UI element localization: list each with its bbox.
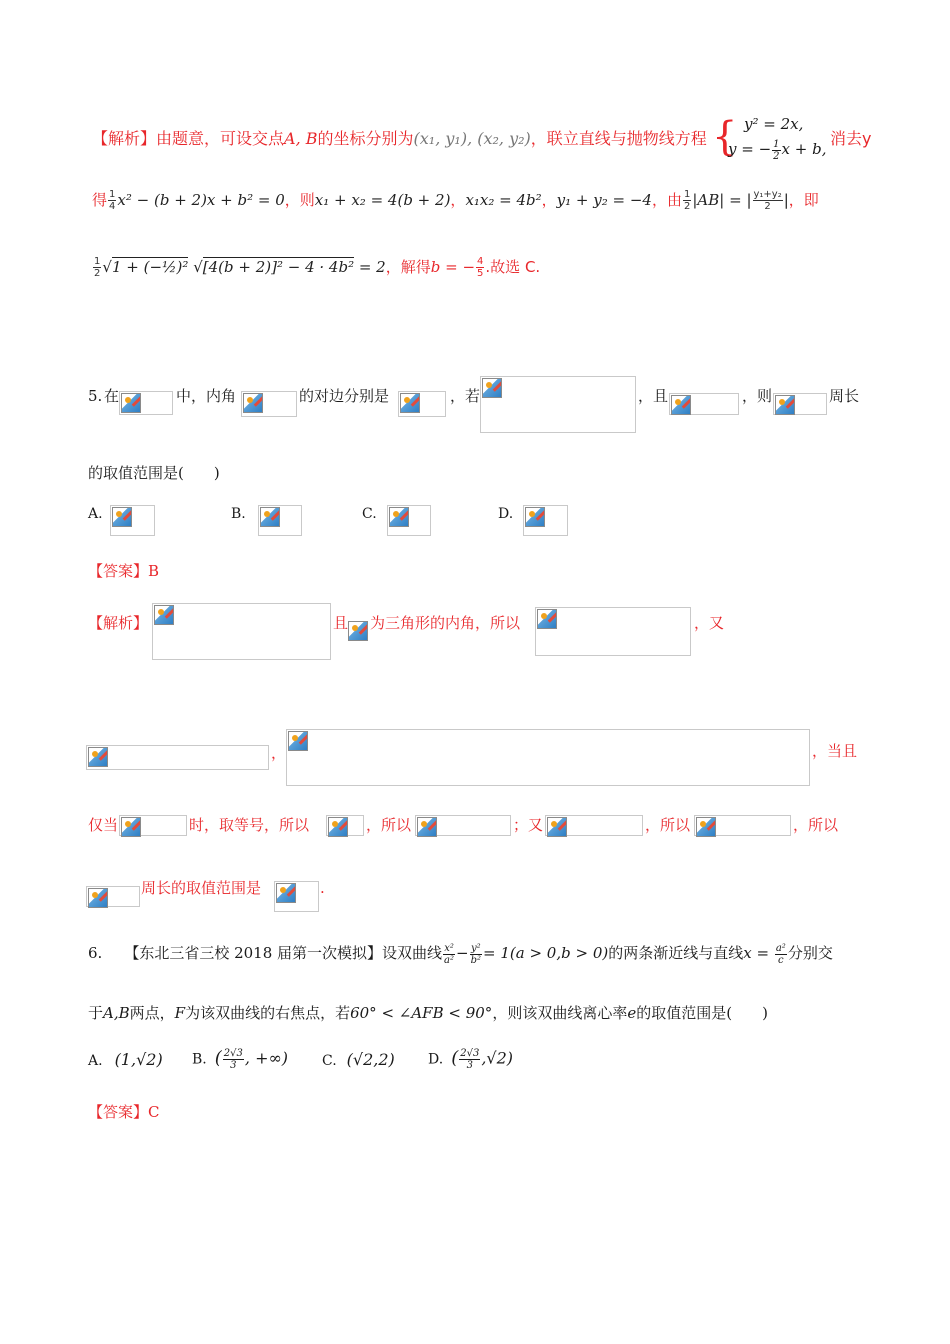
option-a-label: A. [88,506,103,522]
broken-image-icon [152,603,331,660]
broken-image-icon [415,815,511,836]
broken-image-icon [398,391,446,417]
option-c-label: C. [362,506,377,522]
q6-option-c: C. (√2,2) [322,1050,395,1069]
broken-image-icon [669,393,739,415]
broken-image-icon [241,391,297,417]
option-d-label: D. [498,506,514,522]
q6-answer: 【答案】C [88,1103,160,1121]
broken-image-icon [545,815,643,836]
broken-image-icon [110,505,155,536]
broken-image-icon [274,881,319,912]
broken-image-icon [286,729,810,786]
q5-analysis-tag: 【解析】 [88,614,149,632]
q5-line-2: 的取值范围是( ) [88,464,220,482]
solution-line-1: 【解析】由题意，可设交点A, B的坐标分别为(x₁, y₁), (x₂, y₂)，联立直线与抛物线方程 [92,129,707,148]
q5-answer: 【答案】B [88,562,160,580]
system-eq-1: y² = 2x, [744,115,804,133]
q6-line-2: 于A,B两点，F为该双曲线的右焦点，若60° < ∠AFB < 90°，则该双曲线离心率e的取值范围是( ) [88,1004,768,1022]
broken-image-icon [694,815,791,836]
solution-line-2: 得 $\frac{1}{4}$ x² − (b + 2)x + b² = 0，则x₁ + x₂ = 4(b + 2)，x₁x₂ = 4b²，y₁ + y₂ = −4，由 $\frac{1}{2}$ |AB| = | $\frac{\text{y₁+y₂}}{2}$ |，即 [92,189,819,212]
q6-line-1: 6. 【东北三省三校 2018 届第一次模拟】设双曲线 $\frac{\text{x²}}{\text{a²}}$ − $\frac{\text{y²}}{\text{b²}}$ = 1(a > 0,b > 0)的两条渐近线与直线x = $\frac{\text{a²}}{c}$ 分别交 [88,942,833,966]
broken-image-icon [326,815,364,836]
broken-image-icon [86,745,269,770]
broken-image-icon [86,886,140,907]
system-eq-2: y = − $\frac{1}{2}$ x + b, [728,138,827,162]
q6-source: 【东北三省三校 2018 届第一次模拟】 [124,944,383,962]
option-b-label: B. [231,506,246,522]
q6-option-d: D. ( $\frac{2√3}{3}$ ,√2) [428,1047,514,1071]
broken-image-icon [258,505,302,536]
broken-image-icon [119,815,187,836]
q6-option-b: B. ( $\frac{2√3}{3}$ , +∞) [192,1047,289,1071]
broken-image-icon [535,607,691,656]
q6-option-a: A. (1,√2) [88,1050,163,1069]
solution-line-1-end: 消去y [830,129,872,148]
broken-image-icon [480,376,636,433]
broken-image-icon [119,391,173,415]
solution-line-3: $\frac{1}{2}$ √1 + (−½)² √[4(b + 2)]² − 4 · 4b² = 2，解得b = − $\frac{4}{5}$ .故选 C. [94,256,541,279]
broken-image-icon [387,505,431,536]
broken-image-icon [523,505,568,536]
broken-image-icon [773,393,827,415]
system-brace: { [712,114,738,160]
broken-image-icon [348,621,368,641]
q5-number: 5. [88,387,103,405]
analysis-tag: 【解析】 [92,129,157,148]
